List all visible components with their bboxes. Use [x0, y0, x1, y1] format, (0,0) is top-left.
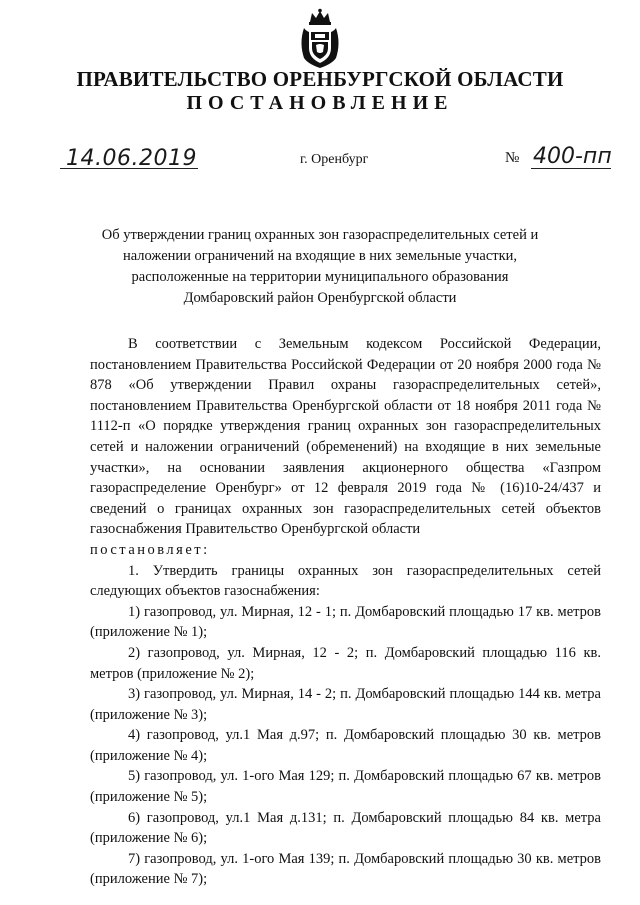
- subject-line: Домбаровский район Оренбургской области: [183, 290, 457, 306]
- date-field: [60, 144, 200, 174]
- resolve-word: постановляет:: [90, 541, 210, 558]
- list-item: 5) газопровод, ул. 1-ого Мая 129; п. Домбаровский площадью 67 кв. метров (приложение № 5);: [90, 768, 601, 806]
- subject-line: расположенные на территории муниципального образования: [131, 269, 509, 285]
- list-item: 2) газопровод, ул. Мирная, 12 - 2; п. Домбаровский площадью 116 кв. метров (приложение № 2);: [90, 644, 601, 682]
- document-type: ПОСТАНОВЛЕНИЕ: [186, 92, 454, 114]
- number-field: [505, 144, 615, 174]
- number-underline: [531, 168, 611, 169]
- document-subject: [90, 225, 550, 309]
- number-sign: №: [505, 150, 520, 166]
- list-item: 1) газопровод, ул. Мирная, 12 - 1; п. Домбаровский площадью 17 кв. метров (приложение № 1);: [90, 603, 601, 641]
- list-item: 4) газопровод, ул.1 Мая д.97; п. Домбаровский площадью 30 кв. метров (приложение № 4);: [90, 727, 601, 764]
- list-item: 7) газопровод, ул. 1-ого Мая 139; п. Домбаровский площадью 30 кв. метров (приложение № 7);: [90, 850, 601, 888]
- document-body: [90, 334, 601, 890]
- government-title: ПРАВИТЕЛЬСТВО ОРЕНБУРГСКОЙ ОБЛАСТИ: [76, 67, 564, 91]
- number-value: 400-пп: [533, 144, 612, 169]
- subject-line: наложении ограничений на входящие в них земельные участки,: [122, 248, 518, 264]
- list-item: 6) газопровод, ул.1 Мая д.131; п. Домбаровский площадью 84 кв. метра (приложение № 6);: [90, 809, 601, 847]
- list-item: 3) газопровод, ул. Мирная, 14 - 2; п. Домбаровский площадью 144 кв. метра (приложение № 3);: [90, 686, 601, 723]
- date-underline: [60, 168, 198, 169]
- subject-line: Об утверждении границ охранных зон газораспределительных сетей и: [101, 227, 539, 243]
- intro-paragraph: В соответствии с Земельным кодексом Российской Федерации, постановлением Правительства Российской Федерации от 20 ноября 2000 года № 878 «Об утверждении Правил охраны газораспределительных сетей», постановлением Правительства Оренбургской области от 18 ноября 2011 года № 1112-п «О порядке утверждения границ охранных зон газораспределительных сетей и наложении ограничений (обременений) на входящие в них земельные участки», на основании заявления акционерного общества «Газпром газораспределение Оренбург» от 12 февраля 2019 года № (16)10-24/437 и сведений о границах охранных зон газораспределительных сетей объектов газоснабжения Правительство Оренбургской области: [90, 336, 601, 538]
- city: г. Оренбург: [300, 152, 369, 167]
- date-value: 14.06.2019: [66, 146, 197, 171]
- coat-of-arms-icon: [296, 8, 344, 70]
- point-1: 1. Утвердить границы охранных зон газораспределительных сетей следующих объектов газоснабжения:: [90, 562, 601, 600]
